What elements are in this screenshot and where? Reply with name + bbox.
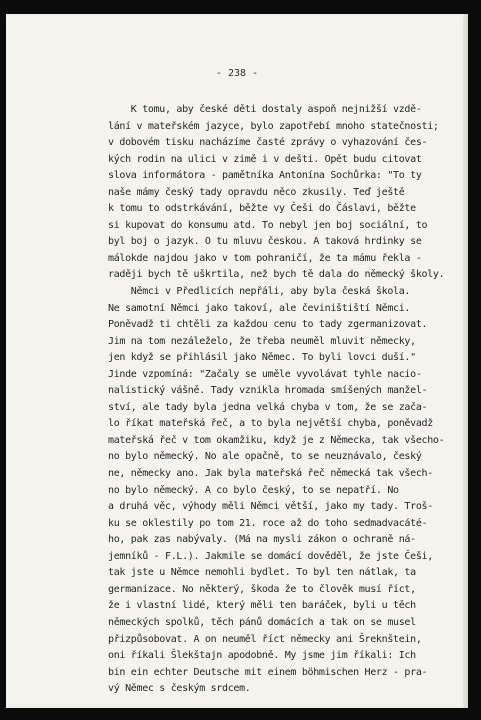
text-line: slova informátora - pamětníka Antonína Sochůrka: "To ty bbox=[108, 170, 422, 182]
page-number: - 238 - bbox=[215, 68, 259, 79]
text-line: germanizace. No některý, škoda že to člověk musí říct, bbox=[108, 583, 416, 595]
text-line: Poněvadž ti chtěli za každou cenu to tady zgermanizovat. bbox=[108, 319, 428, 331]
text-line: a druhá věc, výhody měli Němci větší, jako my tady. Troš- bbox=[108, 501, 433, 513]
text-line: v dobovém tisku nacházíme časté zprávy o vyhazování čes- bbox=[108, 137, 428, 149]
text-line: jen když se přihlásil jako Němec. To byli lovci duší." bbox=[108, 352, 416, 364]
text-line: kých rodin na ulici v zimě i v dešti. Opět budu citovat bbox=[108, 153, 422, 165]
text-line: K tomu, aby české děti dostaly aspoň nejnižší vzdě- bbox=[108, 104, 422, 115]
page-body-text bbox=[108, 102, 458, 698]
text-line: bin ein echter Deutsche mit einem böhmischen Herz - pra- bbox=[108, 666, 428, 678]
text-line: naše mámy český tady opravdu něco zkusily. Teď ještě bbox=[108, 186, 405, 198]
text-line: Ne samotní Němci jako takoví, ale čeviništiští Němci. bbox=[108, 302, 411, 314]
text-line: Němci v Předlicích nepřáli, aby byla česká škola. bbox=[108, 286, 411, 298]
text-line: že i vlastní lidé, který měli ten baráček, byli u těch bbox=[108, 600, 416, 612]
text-line: málokde najdou jako v tom pohraničí, že ta mámu řekla - bbox=[108, 252, 422, 264]
text-line: oni říkali Šlekštajn apodobně. My jsme jim říkali: Ich bbox=[108, 650, 416, 662]
page-edge-shadow bbox=[463, 14, 468, 708]
typewritten-page bbox=[6, 14, 468, 708]
text-line: přizpůsobovat. A on neuměl říct německy ani Šreknštein, bbox=[108, 633, 422, 645]
text-line: jemníků - F.L.). Jakmile se domácí dověděl, že jste Češi, bbox=[108, 550, 433, 562]
text-line: si kupovat do konsumu atd. To nebyl jen boj sociální, to bbox=[108, 219, 428, 231]
text-line: ne, německy ano. Jak byla mateřská řeč německá tak všech- bbox=[108, 468, 433, 480]
text-line: lo říkat mateřská řeč, a to byla největší chyba, poněvadž bbox=[108, 418, 433, 430]
text-line: Jim na tom nezáleželo, že třeba neuměl mluvit německy, bbox=[108, 335, 416, 347]
text-line: no bylo německý. A co bylo český, to se nepatří. No bbox=[108, 484, 399, 496]
text-line: k tomu to odstrkávání, běžte vy Češi do Čáslavi, běžte bbox=[108, 203, 416, 215]
text-line: ství, ale tady byla jedna velká chyba v tom, že se zača- bbox=[108, 401, 428, 413]
text-line: Jinde vzpomíná: "Začaly se uměle vyvolávat tyhle nacio- bbox=[108, 368, 422, 380]
text-line: lání v mateřském jazyce, bylo zapotřebí mnoho statečnosti; bbox=[108, 120, 439, 132]
text-line: byl boj o jazyk. O tu mluvu českou. A taková hrdinky se bbox=[108, 236, 422, 248]
text-line: vý Němec s českým srdcem. bbox=[108, 683, 251, 695]
text-line: no bylo německý. No ale opačně, to se neuznávalo, český bbox=[108, 451, 422, 463]
text-line: ku se oklestily po tom 21. roce až do toho sedmadvacáté- bbox=[108, 517, 428, 529]
text-line: německých spolků, těch pánů domácích a tak on se musel bbox=[108, 616, 416, 628]
text-line: nalistický vášně. Tady vznikla hromada smíšených manžel- bbox=[108, 385, 428, 397]
text-line: mateřská řeč v tom okamžiku, když je z Německa, tak všecho- bbox=[108, 434, 445, 446]
text-line: tak jste u Němce nemohli bydlet. To byl ten nátlak, ta bbox=[108, 567, 416, 579]
text-line: raději bych tě uškrtila, než bych tě dala do německý školy. bbox=[108, 269, 445, 281]
text-line: ho, pak zas nabývaly. (Má na mysli zákon o ochraně ná- bbox=[108, 534, 416, 546]
